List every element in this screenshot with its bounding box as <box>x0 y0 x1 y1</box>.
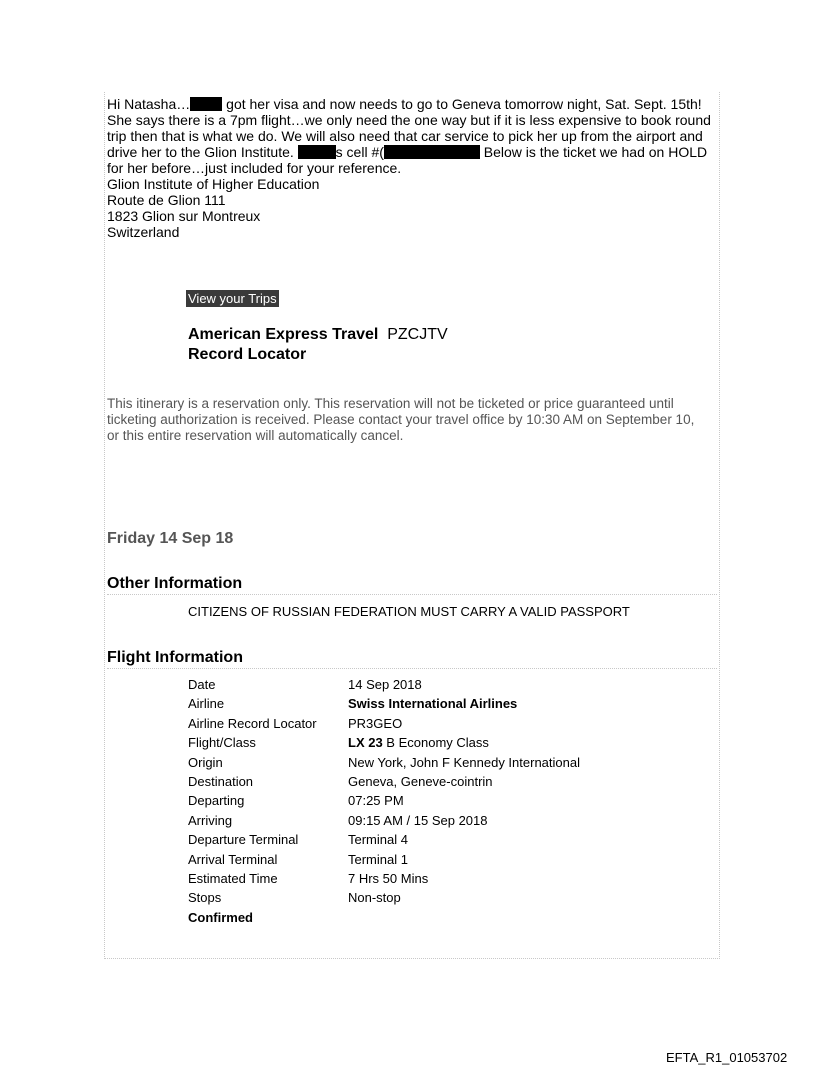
view-trips-button[interactable]: View your Trips <box>188 291 277 306</box>
flight-information-heading: Flight Information <box>107 649 717 669</box>
email-message <box>107 96 711 240</box>
agency-name: American Express Travel <box>188 326 379 343</box>
document-id: EFTA_R1_01053702 <box>666 1050 788 1065</box>
table-row: Airline Swiss International Airlines <box>188 696 518 712</box>
redaction-box <box>298 145 336 159</box>
redaction-box <box>190 97 222 111</box>
other-information-heading: Other Information <box>107 575 717 595</box>
booking-status: Confirmed <box>188 909 253 925</box>
table-row: Stops Non-stop <box>188 890 401 906</box>
table-row: Airline Record Locator PR3GEO <box>188 715 403 731</box>
flight-details-table <box>188 677 580 929</box>
message-line-3: trip then that is what we do. We will also need that car service to pick her up from the airport and <box>107 128 703 144</box>
record-locator-value: PZCJTV <box>387 326 448 343</box>
reservation-notice: This itinerary is a reservation only. This reservation will not be ticketed or price guaranteed until ticketing authorization is received. Please contact your travel office by 10:30 AM on September 10, or this entire reservation will automatically cancel. <box>107 396 695 443</box>
message-line-5: for her before…just included for your reference. <box>107 160 402 176</box>
trip-date-heading: Friday 14 Sep 18 <box>107 530 234 547</box>
message-line-2: She says there is a 7pm flight…we only need the one way but if it is less expensive to book round <box>107 112 711 128</box>
table-row: Estimated Time 7 Hrs 50 Mins <box>188 870 429 886</box>
table-row: Arrival Terminal Terminal 1 <box>188 851 408 867</box>
table-row <box>188 910 580 929</box>
table-row: Departing 07:25 PM <box>188 793 404 809</box>
message-line-4: drive her to the Glion Institute. s cell #( Below is the ticket we had on HOLD <box>107 144 708 160</box>
message-line-1: Hi Natasha… got her visa and now needs to go to Geneva tomorrow night, Sat. Sept. 15th! <box>107 96 702 112</box>
table-row: Origin New York, John F Kennedy International <box>188 754 580 770</box>
address-line: Route de Glion 111 <box>107 192 226 208</box>
table-row: Date 14 Sep 2018 <box>188 677 422 692</box>
address-line: Switzerland <box>107 224 180 240</box>
agency-header <box>188 325 448 365</box>
other-information-text: CITIZENS OF RUSSIAN FEDERATION MUST CARRY A VALID PASSPORT <box>188 604 630 619</box>
record-locator-label: Record Locator <box>188 346 307 363</box>
table-row: Departure Terminal Terminal 4 <box>188 832 408 848</box>
table-row: Destination Geneva, Geneve-cointrin <box>188 773 493 789</box>
address-line: 1823 Glion sur Montreux <box>107 208 261 224</box>
table-row: Arriving 09:15 AM / 15 Sep 2018 <box>188 812 488 828</box>
table-row: Flight/Class LX 23 B Economy Class <box>188 735 489 751</box>
address-line: Glion Institute of Higher Education <box>107 176 320 192</box>
redaction-box <box>384 145 480 159</box>
